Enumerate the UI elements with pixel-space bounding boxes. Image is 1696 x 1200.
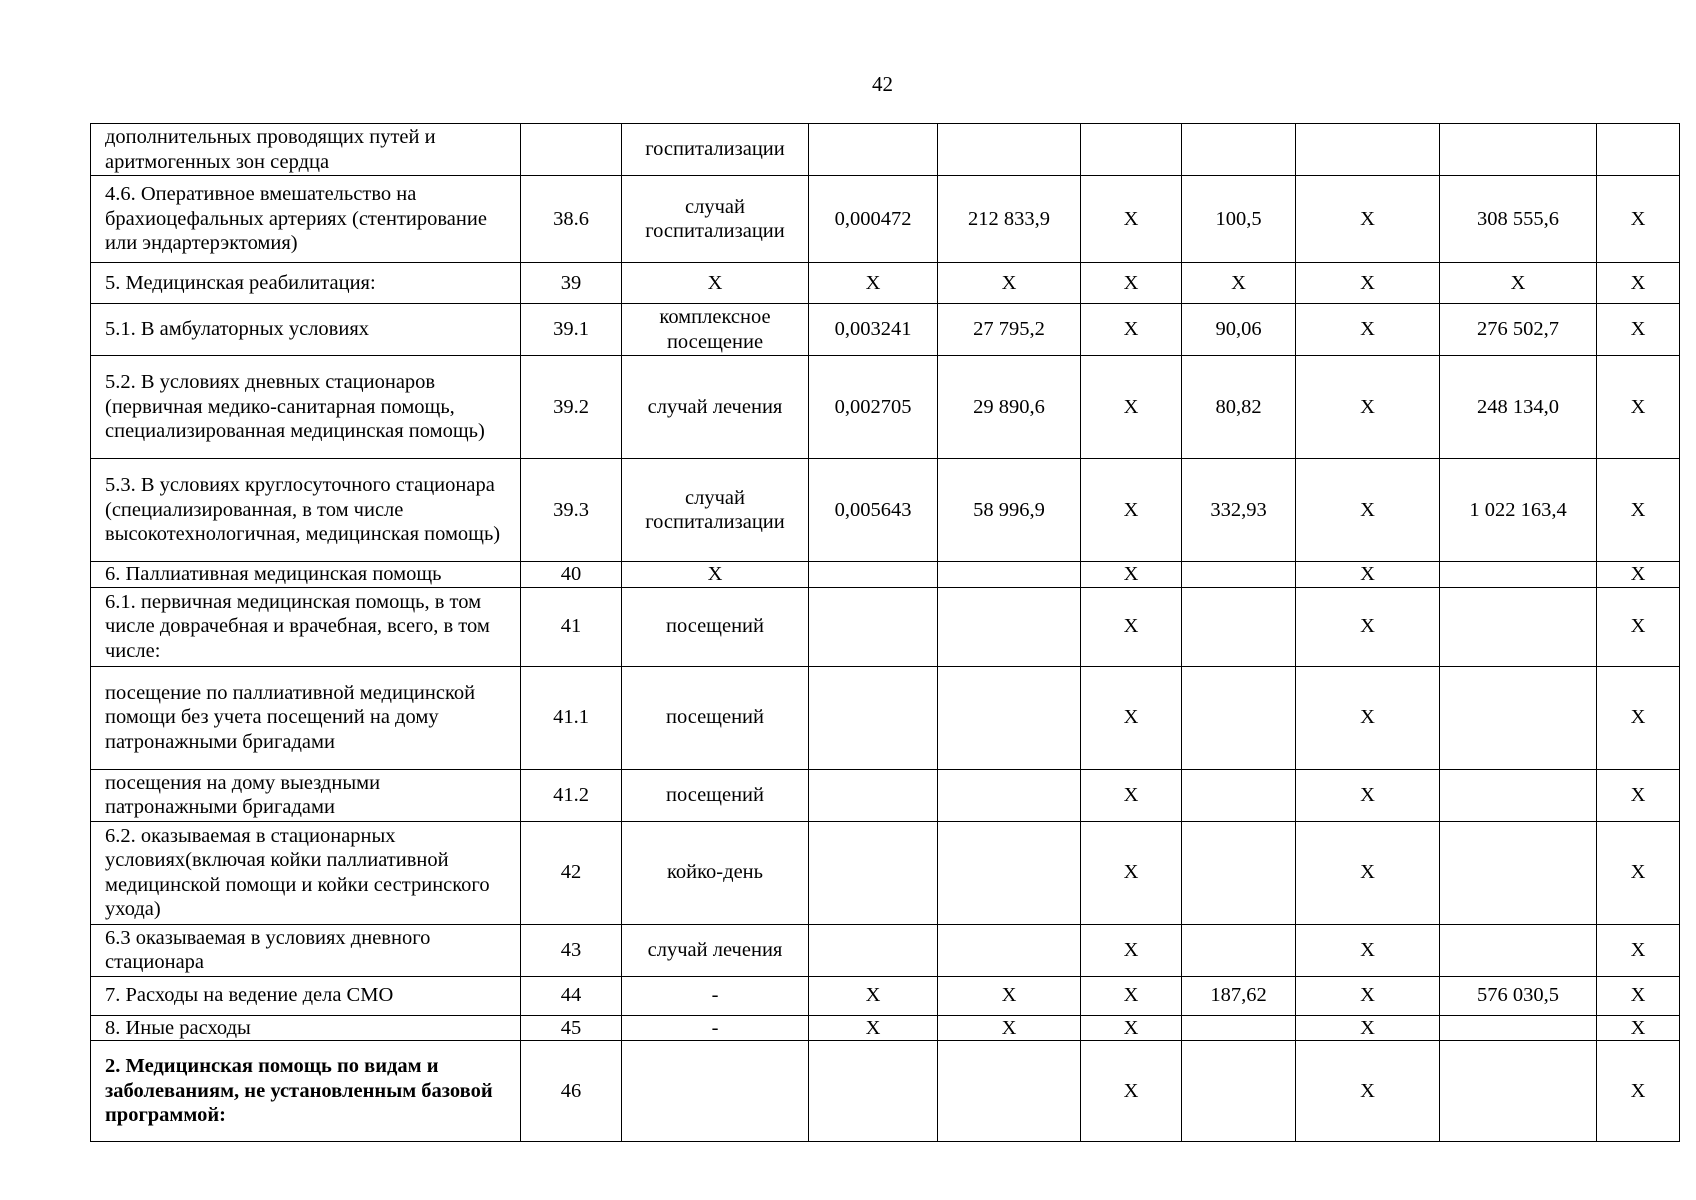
col-9-cell: X xyxy=(1440,263,1597,304)
row-name-cell: дополнительных проводящих путей и аритмогенных зон сердца xyxy=(91,124,521,176)
row-name-cell: 4.6. Оперативное вмешательство на брахиоцефальных артериях (стентирование или эндартерэктомия) xyxy=(91,176,521,263)
col-9-cell: 1 022 163,4 xyxy=(1440,459,1597,562)
volume-norm-cell xyxy=(809,587,938,666)
table-row xyxy=(91,821,1680,924)
col-9-cell: 248 134,0 xyxy=(1440,356,1597,459)
col-10-cell: X xyxy=(1597,263,1680,304)
row-name-cell: посещения на дому выездными патронажными бригадами xyxy=(91,769,521,821)
row-name-cell: 6.3 оказываемая в условиях дневного стационара xyxy=(91,924,521,976)
row-code-cell: 46 xyxy=(521,1041,622,1142)
row-name-cell: 6. Паллиативная медицинская помощь xyxy=(91,562,521,588)
volume-norm-cell xyxy=(809,1041,938,1142)
col-8-cell: X xyxy=(1296,769,1440,821)
row-code-cell: 42 xyxy=(521,821,622,924)
row-name-cell: 5.3. В условиях круглосуточного стационара (специализированная, в том числе высокотехнологичная, медицинская помощь) xyxy=(91,459,521,562)
table-row xyxy=(91,562,1680,588)
row-name-cell: 5.2. В условиях дневных стационаров (первичная медико-санитарная помощь, специализированная медицинская помощь) xyxy=(91,356,521,459)
col-9-cell: 276 502,7 xyxy=(1440,304,1597,356)
col-8-cell: X xyxy=(1296,176,1440,263)
col-7-cell: 90,06 xyxy=(1182,304,1296,356)
unit-cell: посещений xyxy=(622,666,809,769)
col-7-cell xyxy=(1182,666,1296,769)
row-code-cell xyxy=(521,124,622,176)
table-row xyxy=(91,769,1680,821)
row-name-cell: 6.1. первичная медицинская помощь, в том числе доврачебная и врачебная, всего, в том числе: xyxy=(91,587,521,666)
col-6-cell: X xyxy=(1081,459,1182,562)
cost-norm-cell xyxy=(938,124,1081,176)
unit-cell xyxy=(622,1041,809,1142)
unit-cell: случай лечения xyxy=(622,924,809,976)
row-name-cell: 6.2. оказываемая в стационарных условиях(включая койки паллиативной медицинской помощи и койки сестринского ухода) xyxy=(91,821,521,924)
col-9-cell xyxy=(1440,924,1597,976)
col-9-cell xyxy=(1440,1041,1597,1142)
col-7-cell: 80,82 xyxy=(1182,356,1296,459)
cost-norm-cell: X xyxy=(938,1015,1081,1041)
table-row xyxy=(91,924,1680,976)
col-6-cell: X xyxy=(1081,562,1182,588)
volume-norm-cell: 0,005643 xyxy=(809,459,938,562)
volume-norm-cell xyxy=(809,924,938,976)
row-name-cell: 2. Медицинская помощь по видам и заболеваниям, не установленным базовой программой: xyxy=(91,1041,521,1142)
row-code-cell: 38.6 xyxy=(521,176,622,263)
col-6-cell: X xyxy=(1081,666,1182,769)
col-10-cell: X xyxy=(1597,562,1680,588)
unit-cell: - xyxy=(622,1015,809,1041)
col-6-cell: X xyxy=(1081,821,1182,924)
col-8-cell: X xyxy=(1296,459,1440,562)
unit-cell: X xyxy=(622,263,809,304)
table-row xyxy=(91,1041,1680,1142)
volume-norm-cell: X xyxy=(809,976,938,1015)
col-6-cell: X xyxy=(1081,176,1182,263)
col-9-cell: 308 555,6 xyxy=(1440,176,1597,263)
col-6-cell: X xyxy=(1081,587,1182,666)
row-code-cell: 40 xyxy=(521,562,622,588)
table-row xyxy=(91,176,1680,263)
row-name-cell: 5. Медицинская реабилитация: xyxy=(91,263,521,304)
volume-norm-cell: X xyxy=(809,1015,938,1041)
row-code-cell: 41.1 xyxy=(521,666,622,769)
volume-norm-cell xyxy=(809,666,938,769)
col-10-cell: X xyxy=(1597,1015,1680,1041)
table-row xyxy=(91,976,1680,1015)
col-7-cell: 187,62 xyxy=(1182,976,1296,1015)
row-name-cell: посещение по паллиативной медицинской помощи без учета посещений на дому патронажными бригадами xyxy=(91,666,521,769)
row-name-cell: 7. Расходы на ведение дела СМО xyxy=(91,976,521,1015)
col-9-cell xyxy=(1440,587,1597,666)
col-7-cell xyxy=(1182,1041,1296,1142)
unit-cell: - xyxy=(622,976,809,1015)
col-8-cell: X xyxy=(1296,976,1440,1015)
cost-norm-cell xyxy=(938,666,1081,769)
volume-norm-cell: 0,002705 xyxy=(809,356,938,459)
col-10-cell: X xyxy=(1597,459,1680,562)
col-6-cell: X xyxy=(1081,976,1182,1015)
cost-norm-cell xyxy=(938,821,1081,924)
table-row xyxy=(91,263,1680,304)
table-row xyxy=(91,666,1680,769)
cost-norm-cell: X xyxy=(938,263,1081,304)
cost-norm-cell: 27 795,2 xyxy=(938,304,1081,356)
table-row xyxy=(91,356,1680,459)
col-8-cell: X xyxy=(1296,263,1440,304)
row-code-cell: 39 xyxy=(521,263,622,304)
unit-cell: посещений xyxy=(622,769,809,821)
col-10-cell: X xyxy=(1597,1041,1680,1142)
volume-norm-cell xyxy=(809,562,938,588)
col-6-cell: X xyxy=(1081,924,1182,976)
row-code-cell: 41.2 xyxy=(521,769,622,821)
col-8-cell: X xyxy=(1296,1041,1440,1142)
volume-norm-cell: 0,003241 xyxy=(809,304,938,356)
table-row xyxy=(91,124,1680,176)
row-code-cell: 39.1 xyxy=(521,304,622,356)
table-row xyxy=(91,304,1680,356)
col-6-cell: X xyxy=(1081,1015,1182,1041)
volume-norm-cell: 0,000472 xyxy=(809,176,938,263)
col-8-cell: X xyxy=(1296,562,1440,588)
cost-norm-cell: 29 890,6 xyxy=(938,356,1081,459)
col-8-cell: X xyxy=(1296,1015,1440,1041)
col-9-cell xyxy=(1440,1015,1597,1041)
cost-norm-cell xyxy=(938,769,1081,821)
table-row xyxy=(91,1015,1680,1041)
volume-norm-cell xyxy=(809,769,938,821)
col-7-cell xyxy=(1182,924,1296,976)
cost-norm-cell: 58 996,9 xyxy=(938,459,1081,562)
row-name-cell: 5.1. В амбулаторных условиях xyxy=(91,304,521,356)
col-10-cell: X xyxy=(1597,666,1680,769)
col-7-cell xyxy=(1182,821,1296,924)
cost-norm-cell xyxy=(938,587,1081,666)
col-9-cell xyxy=(1440,821,1597,924)
col-7-cell xyxy=(1182,562,1296,588)
col-8-cell: X xyxy=(1296,587,1440,666)
volume-norm-cell xyxy=(809,821,938,924)
col-10-cell: X xyxy=(1597,976,1680,1015)
col-7-cell: 100,5 xyxy=(1182,176,1296,263)
cost-norm-cell xyxy=(938,1041,1081,1142)
table-body xyxy=(91,124,1680,1142)
row-code-cell: 45 xyxy=(521,1015,622,1041)
col-6-cell xyxy=(1081,124,1182,176)
unit-cell: комплексное посещение xyxy=(622,304,809,356)
row-code-cell: 39.3 xyxy=(521,459,622,562)
cost-norm-cell xyxy=(938,924,1081,976)
unit-cell: X xyxy=(622,562,809,588)
col-6-cell: X xyxy=(1081,263,1182,304)
col-8-cell: X xyxy=(1296,924,1440,976)
col-6-cell: X xyxy=(1081,356,1182,459)
col-9-cell xyxy=(1440,666,1597,769)
col-7-cell xyxy=(1182,124,1296,176)
row-code-cell: 41 xyxy=(521,587,622,666)
col-8-cell: X xyxy=(1296,666,1440,769)
col-7-cell: X xyxy=(1182,263,1296,304)
volume-norm-cell: X xyxy=(809,263,938,304)
unit-cell: койко-день xyxy=(622,821,809,924)
cost-norm-cell: 212 833,9 xyxy=(938,176,1081,263)
col-10-cell: X xyxy=(1597,821,1680,924)
col-10-cell: X xyxy=(1597,356,1680,459)
col-10-cell: X xyxy=(1597,924,1680,976)
col-10-cell xyxy=(1597,124,1680,176)
unit-cell: случай госпитализации xyxy=(622,176,809,263)
table-row xyxy=(91,459,1680,562)
row-name-cell: 8. Иные расходы xyxy=(91,1015,521,1041)
col-8-cell: X xyxy=(1296,356,1440,459)
cost-norm-cell xyxy=(938,562,1081,588)
col-9-cell xyxy=(1440,769,1597,821)
unit-cell: госпитализации xyxy=(622,124,809,176)
col-7-cell xyxy=(1182,769,1296,821)
col-9-cell: 576 030,5 xyxy=(1440,976,1597,1015)
col-6-cell: X xyxy=(1081,769,1182,821)
data-table xyxy=(90,123,1680,1142)
col-6-cell: X xyxy=(1081,304,1182,356)
page-number: 42 xyxy=(872,72,893,96)
row-code-cell: 44 xyxy=(521,976,622,1015)
col-7-cell xyxy=(1182,1015,1296,1041)
col-9-cell xyxy=(1440,562,1597,588)
col-8-cell xyxy=(1296,124,1440,176)
col-10-cell: X xyxy=(1597,769,1680,821)
volume-norm-cell xyxy=(809,124,938,176)
col-10-cell: X xyxy=(1597,304,1680,356)
col-10-cell: X xyxy=(1597,176,1680,263)
col-6-cell: X xyxy=(1081,1041,1182,1142)
cost-norm-cell: X xyxy=(938,976,1081,1015)
col-7-cell: 332,93 xyxy=(1182,459,1296,562)
col-7-cell xyxy=(1182,587,1296,666)
col-9-cell xyxy=(1440,124,1597,176)
col-8-cell: X xyxy=(1296,304,1440,356)
col-10-cell: X xyxy=(1597,587,1680,666)
unit-cell: случай лечения xyxy=(622,356,809,459)
row-code-cell: 39.2 xyxy=(521,356,622,459)
col-8-cell: X xyxy=(1296,821,1440,924)
row-code-cell: 43 xyxy=(521,924,622,976)
unit-cell: посещений xyxy=(622,587,809,666)
unit-cell: случай госпитализации xyxy=(622,459,809,562)
table-row xyxy=(91,587,1680,666)
